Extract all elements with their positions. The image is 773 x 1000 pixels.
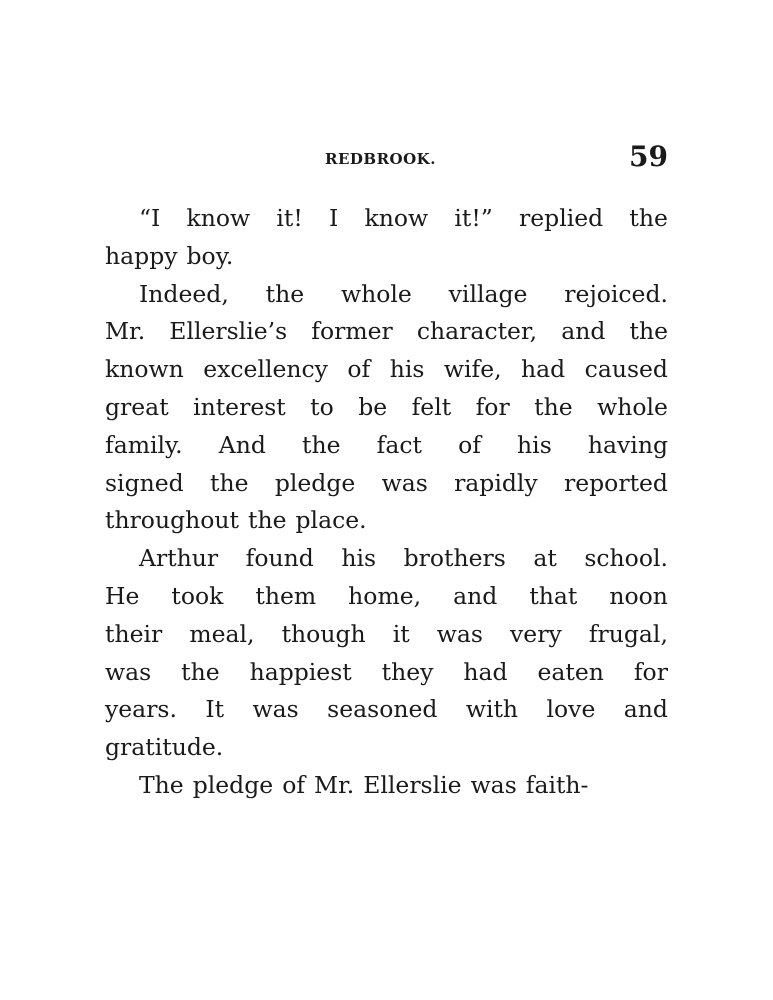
word: pledge: [192, 770, 274, 799]
word: though: [281, 619, 366, 648]
word: school.: [584, 544, 668, 573]
word: village: [448, 279, 528, 308]
text-line: [105, 729, 668, 767]
word: fact: [376, 430, 422, 459]
word: that: [529, 581, 578, 610]
word: The: [139, 770, 184, 799]
paragraph: [105, 540, 668, 767]
word: the: [629, 317, 668, 346]
text-line: [105, 238, 668, 276]
word: faith-: [525, 770, 589, 799]
word: and: [623, 695, 668, 724]
word: know: [364, 204, 429, 232]
word: gratitude.: [105, 733, 224, 762]
text-line: [105, 351, 668, 389]
word: for: [475, 392, 510, 421]
word: the: [210, 468, 249, 497]
word: for: [633, 657, 668, 686]
word: be: [358, 392, 388, 421]
word: the: [534, 392, 573, 421]
word: at: [533, 544, 557, 573]
word: brothers: [403, 544, 506, 573]
word: very: [510, 619, 562, 648]
word: the: [629, 204, 668, 232]
word: frugal,: [588, 619, 668, 648]
word: them: [255, 581, 317, 610]
word: was: [105, 657, 152, 686]
word: to: [310, 392, 334, 421]
word: of: [282, 770, 306, 799]
word: place.: [295, 506, 367, 535]
word: meal,: [189, 619, 255, 648]
text-line: [105, 654, 668, 692]
word: of: [347, 355, 371, 384]
word: excellency: [203, 355, 328, 384]
word: having: [587, 430, 668, 459]
text-line: [105, 578, 668, 616]
text-line: [105, 465, 668, 503]
word: his: [517, 430, 552, 459]
word: was: [436, 619, 483, 648]
paragraph: [105, 767, 668, 805]
word: Mr.: [105, 317, 146, 346]
word: had: [521, 355, 566, 384]
word: “I: [139, 204, 161, 232]
word: it: [392, 619, 410, 648]
word: and: [453, 581, 498, 610]
word: had: [463, 657, 508, 686]
word: former: [311, 317, 393, 346]
text-line: [105, 502, 668, 540]
word: Ellerslie: [363, 770, 462, 799]
word: wife,: [443, 355, 502, 384]
word: his: [389, 355, 425, 384]
word: noon: [609, 581, 668, 610]
word: took: [171, 581, 224, 610]
running-head: [105, 140, 668, 180]
word: eaten: [537, 657, 604, 686]
word: replied: [519, 204, 604, 232]
text-line: [105, 767, 668, 805]
word: signed: [105, 468, 184, 497]
paragraph: [105, 276, 668, 541]
word: throughout: [105, 506, 240, 535]
word: interest: [193, 392, 286, 421]
word: whole: [340, 279, 412, 308]
word: the: [248, 506, 287, 535]
running-title: REDBROOK.: [325, 150, 436, 168]
text-line: [105, 691, 668, 729]
word: Arthur: [139, 544, 219, 573]
word: character,: [416, 317, 538, 346]
word: He: [105, 581, 140, 610]
word: Ellerslie’s: [169, 317, 288, 346]
text-line: [105, 540, 668, 578]
word: pledge: [274, 468, 356, 497]
word: It: [205, 695, 225, 724]
text-line: [105, 427, 668, 465]
text-line: [105, 389, 668, 427]
word: family.: [105, 430, 183, 459]
word: love: [546, 695, 596, 724]
word: happy: [105, 241, 178, 270]
word: rejoiced.: [564, 279, 668, 308]
word: it!: [276, 204, 303, 232]
word: the: [302, 430, 341, 459]
word: And: [218, 430, 266, 459]
word: of: [458, 430, 481, 459]
word: it!”: [454, 204, 493, 232]
word: reported: [564, 468, 668, 497]
word: boy.: [186, 241, 234, 270]
word: caused: [584, 355, 668, 384]
body-text: [105, 200, 668, 805]
word: with: [465, 695, 519, 724]
text-line: [105, 616, 668, 654]
text-line: [105, 313, 668, 351]
word: and: [561, 317, 606, 346]
word: the: [265, 279, 305, 308]
word: his: [341, 544, 377, 573]
word: was: [470, 770, 517, 799]
word: was: [252, 695, 299, 724]
text-line: [105, 200, 668, 238]
word: felt: [411, 392, 452, 421]
word: I: [329, 204, 339, 232]
paragraph: [105, 200, 668, 276]
word: Indeed,: [139, 279, 229, 308]
word: their: [105, 619, 163, 648]
word: was: [381, 468, 428, 497]
page-number: 59: [629, 140, 668, 173]
word: whole: [597, 392, 668, 421]
word: rapidly: [454, 468, 538, 497]
word: seasoned: [327, 695, 438, 724]
word: home,: [348, 581, 422, 610]
text-line: [105, 276, 668, 314]
word: know: [186, 204, 251, 232]
word: happiest: [249, 657, 352, 686]
word: found: [245, 544, 314, 573]
word: years.: [105, 695, 177, 724]
word: they: [381, 657, 434, 686]
word: great: [105, 392, 169, 421]
word: known: [105, 355, 184, 384]
word: the: [181, 657, 220, 686]
word: Mr.: [314, 770, 355, 799]
